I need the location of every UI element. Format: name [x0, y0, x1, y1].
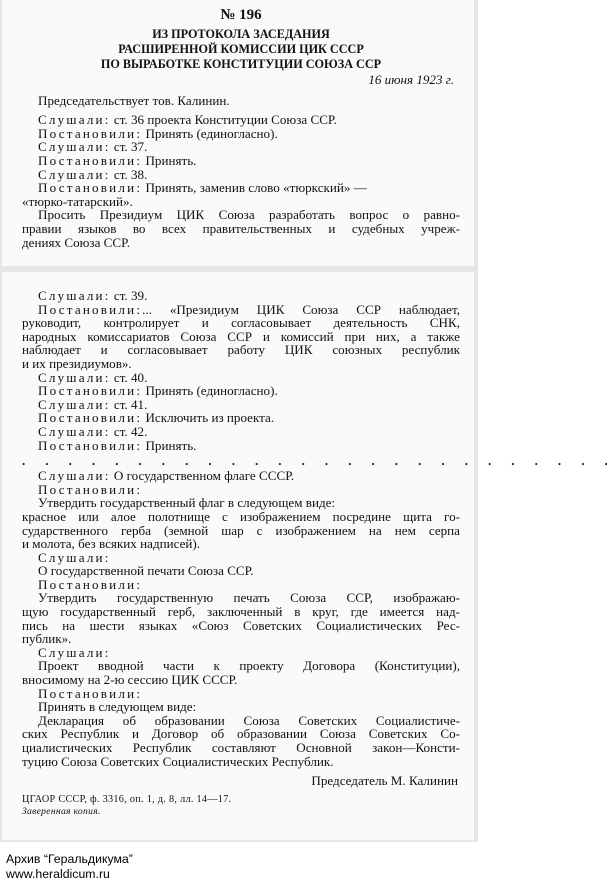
paragraph-line: ских Республик и Договор об образовании Союза Советских Со- — [22, 726, 460, 742]
paragraph-line: Утвердить государственный флаг в следующем виде: — [38, 495, 336, 511]
paragraph-line: и их президиумов». — [22, 355, 132, 371]
omission-dots: . . . . . . . . . . . . . . . . . . . . . . . . . . — [22, 453, 616, 469]
paragraph-line: циалистических Республик составляют Основной закон—Консти- — [22, 740, 460, 755]
paragraph-line: О государственной печати Союза ССР. — [38, 563, 254, 579]
paragraph-line: вносимому на 2-ю сессию ЦИК СССР. — [22, 672, 238, 688]
protocol-entry: Постановили: Принять. — [38, 437, 197, 453]
signature-line: Председатель М. Калинин — [311, 773, 458, 789]
archive-source: ЦГАОР СССР, ф. 3316, оп. 1, д. 8, лл. 14—17. — [22, 793, 232, 805]
document-number: № 196 — [220, 7, 262, 23]
paragraph-line: дениях Союза ССР. — [22, 234, 131, 250]
protocol-entry: Слушали: ст. 39. — [38, 288, 148, 303]
document-heading-line: РАСШИРЕННОЙ КОМИССИИ ЦИК СССР — [118, 42, 364, 56]
resolved-label: Постановили: — [38, 685, 143, 701]
paragraph-line: туцию Союза Советских Социалистических Республик. — [22, 753, 334, 769]
protocol-entry: Слушали: ст. 36 проекта Конституции Союза ССР. — [38, 112, 337, 128]
protocol-entry: Слушали: О государственном флаге СССР. — [38, 468, 295, 484]
paragraph-line: сударственного герба (земной шар с изображением на нем серпа — [22, 522, 460, 538]
document-heading-line: ИЗ ПРОТОКОЛА ЗАСЕДАНИЯ — [152, 27, 330, 41]
protocol-entry: Слушали: ст. 41. — [38, 396, 148, 412]
website-link[interactable]: www.heraldicum.ru — [6, 867, 110, 881]
paragraph-line: публик». — [22, 631, 72, 647]
paragraph-line: Просить Президиум ЦИК Союза разработать вопрос о равно- — [38, 207, 460, 223]
heard-label: Слушали: — [38, 644, 111, 660]
protocol-entry: Слушали: ст. 40. — [38, 369, 148, 385]
protocol-entry: Постановили: Принять. — [38, 152, 197, 168]
paragraph-line: Утвердить государственную печать Союза ССР, изображаю- — [38, 590, 460, 606]
protocol-entry: Слушали: ст. 42. — [38, 423, 148, 439]
protocol-entry: Постановили: Принять (единогласно). — [38, 383, 278, 399]
protocol-entry: Слушали: ст. 37. — [38, 139, 148, 155]
paragraph-line: руководит, контролирует и согласовывает деятельность СНК, — [22, 315, 460, 331]
meeting-date: 16 июня 1923 г. — [368, 72, 454, 87]
paragraph-line: Принять в следующем виде: — [38, 699, 197, 715]
archive-credit: Архив “Геральдикума” — [6, 852, 133, 866]
protocol-entry-continuation: «тюрко-татарский». — [22, 193, 133, 209]
paragraph-line: Проект вводной части к проекту Договора (Конституции), — [38, 658, 460, 674]
resolved-label: Постановили: — [38, 576, 143, 592]
credit-footer — [0, 842, 478, 892]
paragraph-line: наблюдает и согласовывает работу ЦИК союзных республик — [22, 342, 460, 358]
protocol-entry: Слушали: ст. 38. — [38, 166, 148, 182]
copy-note: Заверенная копия. — [22, 806, 101, 818]
paragraph-line: и молота, без всяких надписей). — [22, 536, 201, 552]
paragraph-line: правии языков во всех правительственных и судебных учреж- — [22, 220, 460, 236]
paragraph-line: щую государственный герб, заключенный в круг, где имеется над- — [22, 604, 460, 620]
paragraph-line: пись на шести языках «Союз Советских Социалистических Рес- — [22, 617, 460, 633]
document-heading-line: ПО ВЫРАБОТКЕ КОНСТИТУЦИИ СОЮЗА ССР — [100, 57, 382, 71]
protocol-entry: Постановили: Принять (единогласно). — [38, 125, 278, 141]
chairman-line: Председательствует тов. Калинин. — [38, 92, 230, 108]
paragraph-line: народных комиссариатов Союза ССР и комиссий при них, а также — [22, 328, 460, 344]
heard-label: Слушали: — [38, 549, 111, 565]
protocol-entry: Постановили:... «Президиум ЦИК Союза ССР наблюдает, — [38, 301, 460, 317]
protocol-entry: Постановили: Принять, заменив слово «тюркский» — — [38, 180, 367, 196]
protocol-page-2 — [2, 272, 616, 840]
paragraph-line: Декларация об образовании Союза Советских Социалистиче- — [38, 712, 460, 728]
protocol-entry: Постановили: Исключить из проекта. — [38, 410, 275, 426]
protocol-page-1 — [2, 0, 474, 266]
paragraph-line: красное или алое полотнище с изображением посредине щита го- — [22, 508, 460, 524]
resolved-label: Постановили: — [38, 481, 143, 497]
